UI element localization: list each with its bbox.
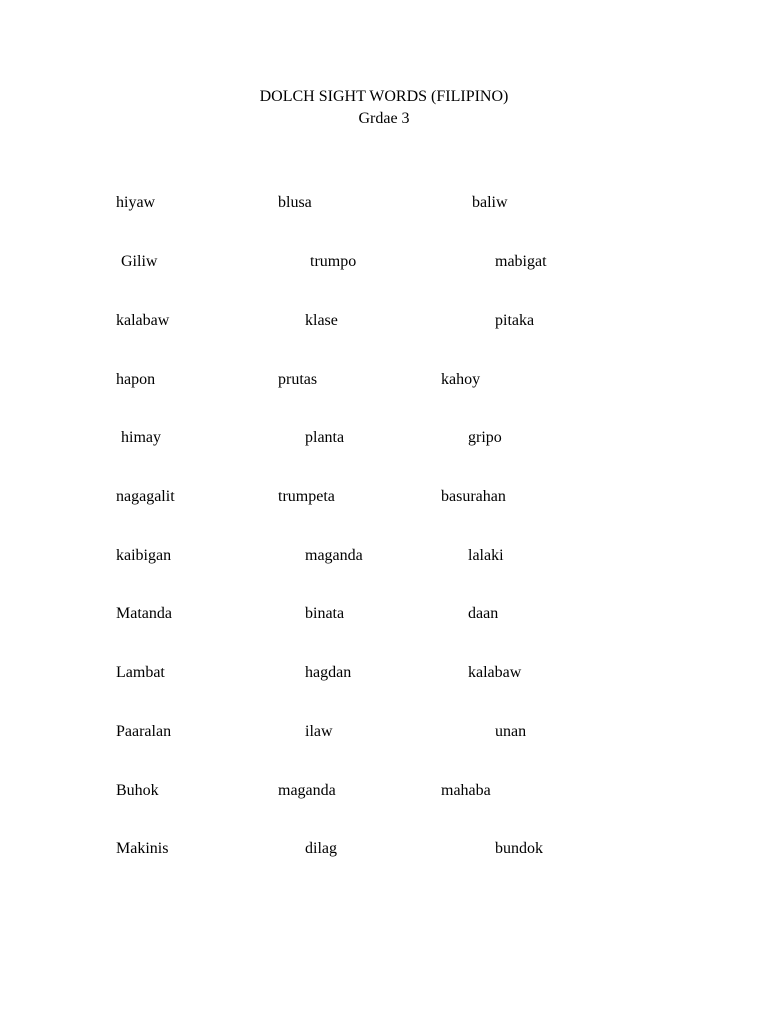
word-row <box>0 603 768 625</box>
word-cell: kalabaw <box>116 312 170 329</box>
word-cell: basurahan <box>441 488 506 505</box>
word-cell: hagdan <box>305 664 352 681</box>
word-cell: Lambat <box>116 664 165 681</box>
word-cell: planta <box>305 429 345 446</box>
word-cell: trumpeta <box>278 488 335 505</box>
word-row <box>0 310 768 332</box>
word-cell: hiyaw <box>116 194 156 211</box>
document-subtitle: Grdae 3 <box>358 110 410 127</box>
word-cell: daan <box>468 605 499 622</box>
word-cell: ilaw <box>305 723 333 740</box>
word-row <box>0 838 768 860</box>
word-cell: kaibigan <box>116 547 172 564</box>
word-cell: lalaki <box>468 547 504 564</box>
word-row <box>0 662 768 684</box>
word-cell: maganda <box>305 547 363 564</box>
word-cell: trumpo <box>310 253 357 270</box>
word-cell: nagagalit <box>116 488 175 505</box>
document-title: DOLCH SIGHT WORDS (FILIPINO) <box>259 88 509 105</box>
word-cell: bundok <box>495 840 543 857</box>
word-row <box>0 369 768 391</box>
word-cell: himay <box>121 429 161 446</box>
word-cell: Matanda <box>116 605 172 622</box>
word-cell: pitaka <box>495 312 535 329</box>
word-cell: kahoy <box>441 371 481 388</box>
word-row <box>0 545 768 567</box>
word-cell: hapon <box>116 371 156 388</box>
word-cell: maganda <box>278 782 336 799</box>
word-cell: Buhok <box>116 782 159 799</box>
word-row <box>0 427 768 449</box>
word-cell: klase <box>305 312 338 329</box>
word-cell: prutas <box>278 371 318 388</box>
word-row <box>0 192 768 214</box>
word-row <box>0 486 768 508</box>
word-cell: baliw <box>472 194 508 211</box>
word-row <box>0 721 768 743</box>
word-row <box>0 780 768 802</box>
word-cell: blusa <box>278 194 312 211</box>
word-cell: kalabaw <box>468 664 522 681</box>
word-cell: mahaba <box>441 782 491 799</box>
word-cell: dilag <box>305 840 337 857</box>
word-cell: binata <box>305 605 345 622</box>
word-cell: gripo <box>468 429 502 446</box>
word-cell: Paaralan <box>116 723 172 740</box>
word-cell: mabigat <box>495 253 547 270</box>
word-cell: Giliw <box>121 253 158 270</box>
word-cell: Makinis <box>116 840 169 857</box>
word-cell: unan <box>495 723 527 740</box>
word-row <box>0 251 768 273</box>
